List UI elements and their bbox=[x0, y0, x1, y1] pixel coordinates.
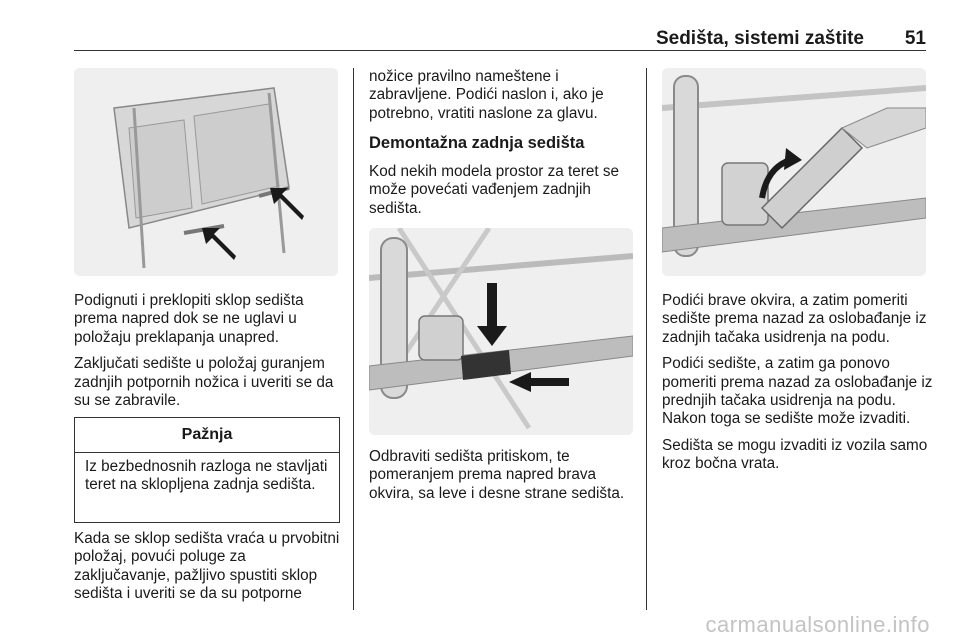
caution-notice bbox=[74, 417, 340, 523]
page-header bbox=[74, 28, 926, 50]
paragraph: Odbraviti sedišta pritiskom, te pomeranjem prema napred brava okvira, sa leve i desne strane sedišta. bbox=[369, 448, 625, 502]
header-rule bbox=[74, 50, 926, 51]
column-divider-right bbox=[646, 68, 647, 610]
figure-unlock-press bbox=[369, 228, 633, 435]
lift-lock-illustration bbox=[662, 68, 926, 276]
col1-bottom-text bbox=[74, 530, 344, 612]
seat-folded-illustration bbox=[74, 68, 338, 276]
page-number: 51 bbox=[904, 28, 926, 49]
paragraph: nožice pravilno nameštene i zabravljene. Podići naslon i, ako je potrebno, vratiti naslone za glavu. bbox=[369, 68, 604, 122]
section-title: Sedišta, sistemi zaštite bbox=[655, 28, 864, 49]
unlock-press-illustration bbox=[369, 228, 633, 435]
col2-bottom-text bbox=[369, 448, 641, 511]
caution-body: Iz bezbednosnih razloga ne stavljati teret na sklopljena zadnja sedišta. bbox=[85, 458, 328, 494]
watermark: carmanualsonline.info bbox=[705, 612, 930, 637]
paragraph: Zaključati sedište u položaj guranjem zadnjih potpornih nožica i uveriti se da su se zabravile. bbox=[74, 355, 334, 410]
paragraph: Kada se sklop sedišta vraća u prvobitni položaj, povući poluge za zaključavanje, pažljivo spustiti sklop sedišta i uveriti se da su potporne bbox=[74, 530, 340, 603]
figure-seat-folded bbox=[74, 68, 338, 276]
caution-title: Pažnja bbox=[75, 418, 339, 453]
paragraph: Kod nekih modela prostor za teret se može povećati vađenjem zadnjih sedišta. bbox=[369, 163, 619, 217]
col3-text-block bbox=[662, 292, 934, 482]
col2-top-text bbox=[369, 68, 639, 131]
paragraph: Podići brave okvira, a zatim pomeriti sedište prema nazad za oslobađanje iz zadnjih tačaka usidrenja na podu. bbox=[662, 292, 927, 346]
figure-lift-lock bbox=[662, 68, 926, 276]
paragraph: Podići sedište, a zatim ga ponovo pomeriti prema nazad za oslobađanje iz prednjih tačaka usidrenja na podu. Nakon toga se sedište može izvaditi. bbox=[662, 355, 933, 428]
section-heading: Demontažna zadnja sedišta bbox=[369, 134, 585, 152]
column-divider-left bbox=[353, 68, 354, 610]
col1-text-block bbox=[74, 292, 344, 418]
paragraph: Sedišta se mogu izvaditi iz vozila samo kroz bočna vrata. bbox=[662, 436, 928, 473]
paragraph: Podignuti i preklopiti sklop sedišta prema napred dok se ne uglavi u položaju preklapanja unapred. bbox=[74, 292, 304, 346]
col2-intro-text bbox=[369, 163, 641, 226]
